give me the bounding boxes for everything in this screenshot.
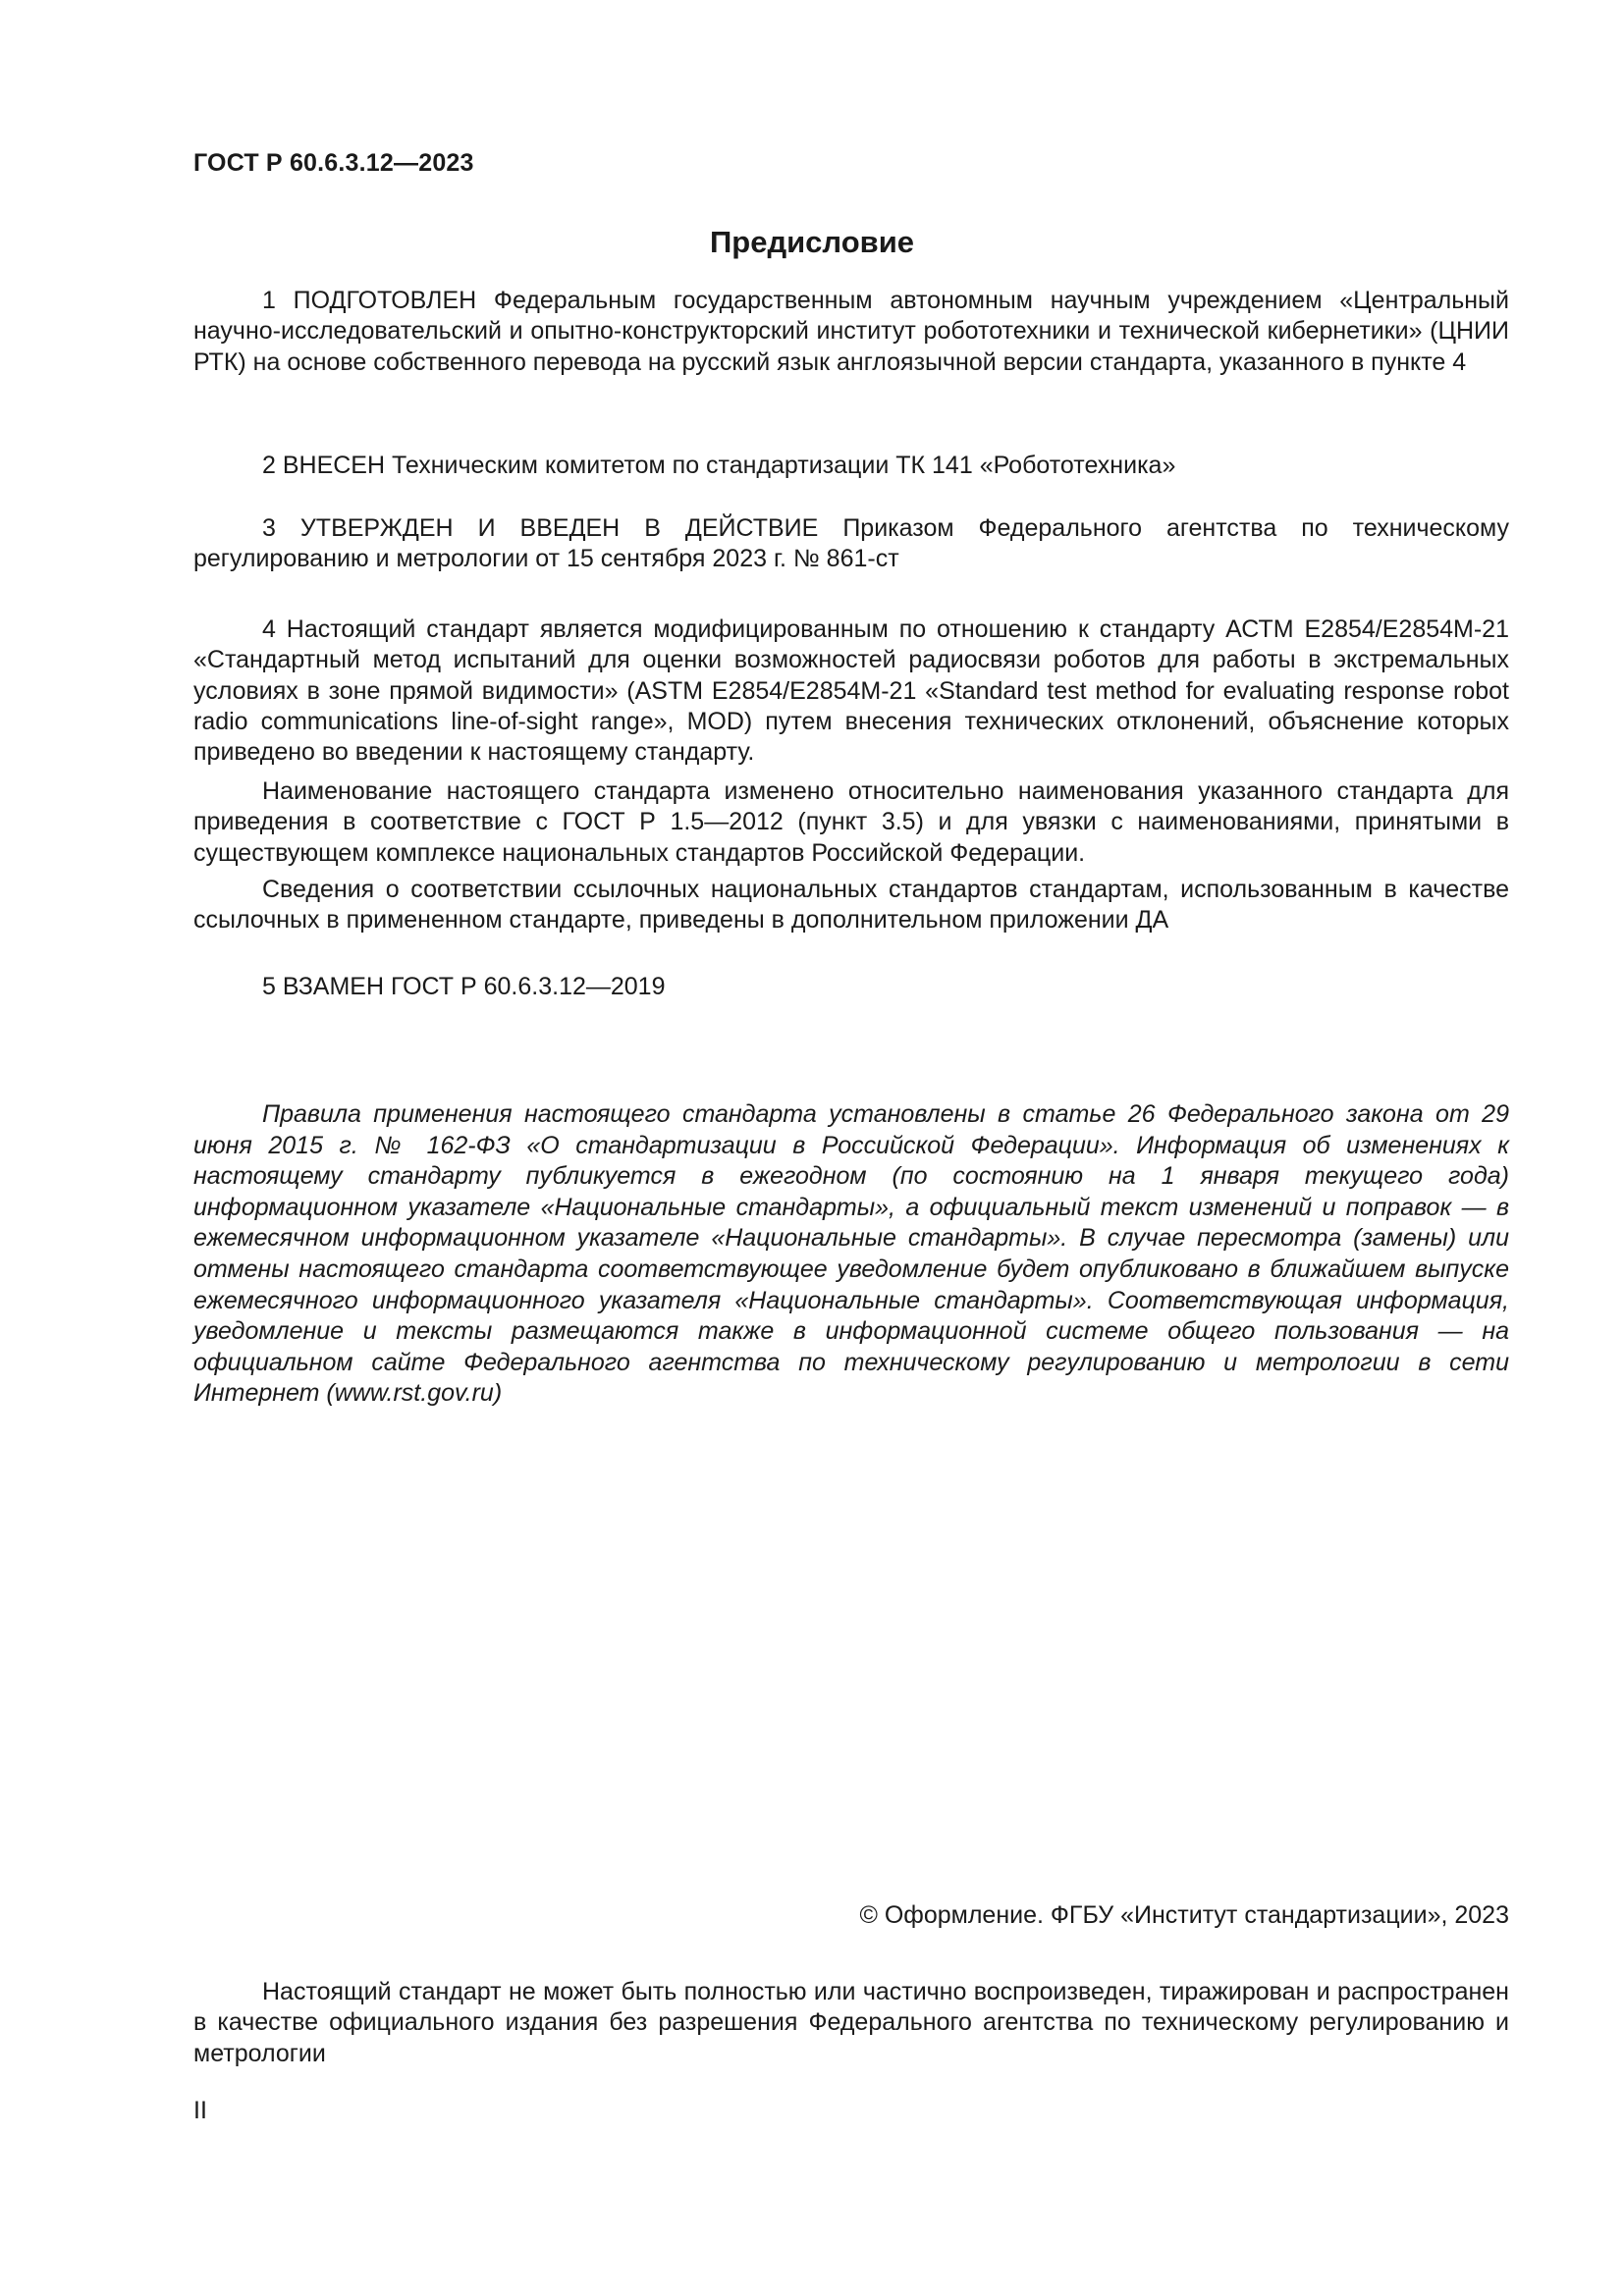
foreword-item-2: 2 ВНЕСЕН Техническим комитетом по стандартизации ТК 141 «Робототехника»: [262, 452, 1176, 479]
application-rules-notice: Правила применения настоящего стандарта установлены в статье 26 Федерального закона от 29 июня 2015 г. № 162-ФЗ «О стандартизации в Российской Федерации». Информация об изменениях к настоящему стандарту публикуется в ежегодном (по состоянию на 1 января текущего года) информационном указателе «Национальные стандарты», а официальный текст изменений и поправок — в ежемесячном информационном указателе «Национальные стандарты». В случае пересмотра (замены) или отмены настоящего стандарта соответствующее уведомление будет опубликовано в ближайшем выпуске ежемесячного информационного указателя «Национальные стандарты». Соответствующая информация, уведомление и тексты размещаются также в информационной системе общего пользования — на официальном сайте Федерального агентства по техническому регулированию и метрологии в сети Интернет (www.rst.gov.ru): [193, 1100, 1509, 1408]
foreword-item-4: 4 Настоящий стандарт является модифицированным по отношению к стандарту АСТМ Е2854/Е2854М-21 «Стандартный метод испытаний для оценки возможностей радиосвязи роботов для работы в экстремальных условиях в зоне прямой видимости» (ASTM E2854/E2854M-21 «Standard test method for evaluating response robot radio communications line-of-sight range», MOD) путем внесения технических отклонений, объяснение которых приведено во введении к настоящему стандарту.: [193, 615, 1509, 767]
page-number: II: [193, 2097, 207, 2124]
foreword-item-4-name-change: Наименование настоящего стандарта изменено относительно наименования указанного стандарта для приведения в соответствие с ГОСТ Р 1.5—2012 (пункт 3.5) и для увязки с наименованиями, принятыми в существующем комплексе национальных стандартов Российской Федерации.: [193, 777, 1509, 867]
reproduction-notice: Настоящий стандарт не может быть полностью или частично воспроизведен, тиражирован и распространен в качестве официального издания без разрешения Федерального агентства по техническому регулированию и метрологии: [193, 1978, 1509, 2067]
document-code: ГОСТ Р 60.6.3.12—2023: [193, 149, 474, 177]
foreword-item-5: 5 ВЗАМЕН ГОСТ Р 60.6.3.12—2019: [262, 973, 666, 1000]
copyright-notice: © Оформление. ФГБУ «Институт стандартизации», 2023: [859, 1901, 1509, 1929]
page-title: Предисловие: [709, 225, 914, 259]
foreword-item-3: 3 УТВЕРЖДЕН И ВВЕДЕН В ДЕЙСТВИЕ Приказом Федерального агентства по техническому регулированию и метрологии от 15 сентября 2023 г. № 861-ст: [193, 514, 1509, 573]
foreword-item-4-references: Сведения о соответствии ссылочных национальных стандартов стандартам, использованным в качестве ссылочных в примененном стандарте, приведены в дополнительном приложении ДА: [193, 876, 1509, 934]
foreword-item-1: 1 ПОДГОТОВЛЕН Федеральным государственным автономным научным учреждением «Центральный научно-исследовательский и опытно-конструкторский институт робототехники и технической кибернетики» (ЦНИИ РТК) на основе собственного перевода на русский язык англоязычной версии стандарта, указанного в пункте 4: [193, 287, 1509, 376]
